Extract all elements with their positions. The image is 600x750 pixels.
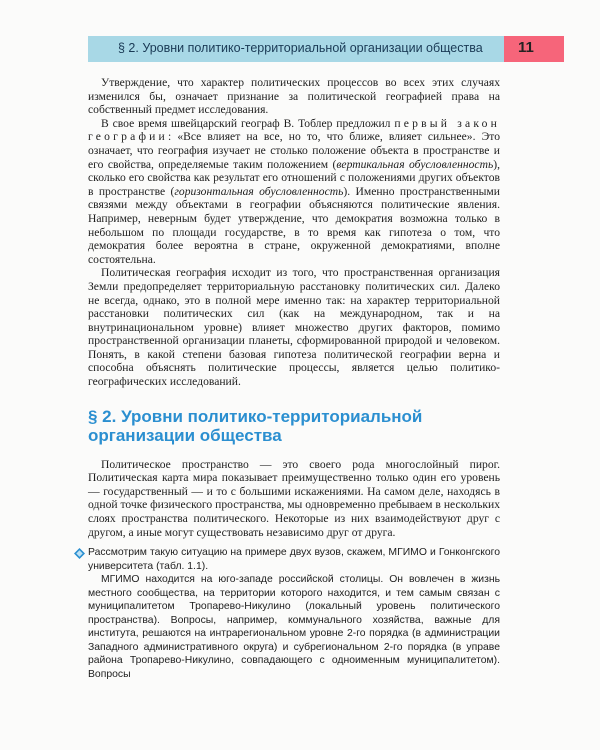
section-heading: [88, 407, 500, 446]
intro-paragraph-3: Политическая география исходит из того, что пространственная организация Земли предопределяет территориальную расстановку политических сил. Далеко не всегда, однако, это в полной мере именно так: на характер территориальной расстановки политических сил (как на международном, так и на внутринациональном уровне) влияет множество других факторов, помимо пространственной организации планеты, сформированной природой и человеком. Понять, в какой степени базовая гипотеза политической географии верна и способна объяснять политические процессы, является целью политико-географических исследований.: [88, 266, 500, 389]
italic-term-horizontal: горизонтальная обусловленность: [174, 184, 344, 198]
page-number: 11: [518, 39, 534, 56]
intro-paragraph-1: Утверждение, что характер политических процессов во всех этих случаях изменился бы, означает признание за политической географией права на собственный предмет исследования.: [88, 76, 500, 117]
p2-text-d: ). Именно пространственными связями между объектами в географии объясняются политические явления. Например, неверным будет утверждение, что демократия возможна только в небольшом по площади государстве, в то время как гипотеза о том, что демократия более вероятна в стране, окруженной демократиями, вполне состоятельна.: [88, 184, 500, 266]
p2-text-c: ), сколько его свойства как результат его отношений с положениями других объектов в пространстве (: [88, 157, 500, 198]
page-number-box: [504, 36, 564, 62]
diamond-icon: [74, 548, 85, 559]
p2-text-b: : «Все влияет на все, но то, что ближе, влияет сильнее». Это означает, что география изучает не столько положение объекта в пространстве и его свойства, определяемые таким положением (: [88, 130, 500, 171]
example-paragraph-1: Рассмотрим такую ситуацию на примере двух вузов, скажем, МГИМО и Гонконгского университета (табл. 1.1).: [88, 547, 500, 572]
spaced-term: первый закон географии: [88, 116, 500, 144]
example-paragraph-2: МГИМО находится на юго-западе российской столицы. Он вовлечен в жизнь местного сообщества, на территории которого находится, и тем самым связан с муниципалитетом Тропарево-Никулино (локальный уровень политического пространства). Вопросы, например, коммунального хозяйства, важные для института, решаются на интрарегиональном уровне 2-го порядка (в администрации Западного административного округа) и субрегиональном 2-го порядка (в управе района Тропарево-Никулино, совпадающего с одноименным муниципалитетом). Вопросы: [88, 574, 500, 680]
running-header-title: § 2. Уровни политико-территориальной организации общества: [118, 41, 483, 55]
section-heading-line-2: организации общества: [88, 426, 282, 446]
intro-paragraph-2: [88, 117, 500, 267]
section-paragraph-1: Политическое пространство — это своего рода многослойный пирог. Политическая карта мира показывает преимущественно только один его уровень — государственный — и то с большими искажениями. На самом деле, находясь в одной точке физического пространства, мы одновременно пребываем в нескольких слоях пространства политического. Некоторые из них взаимодействуют друг с другом, а иные могут существовать независимо друг от друга.: [88, 457, 500, 539]
example-block: [88, 546, 500, 681]
page-body: [88, 76, 500, 681]
italic-term-vertical: вертикальная обусловленность: [336, 157, 494, 171]
section-heading-line-1: § 2. Уровни политико-территориальной: [88, 406, 423, 426]
running-header: [0, 36, 600, 62]
p2-text-a: В свое время швейцарский географ В. Тоблер предложил: [101, 116, 395, 130]
